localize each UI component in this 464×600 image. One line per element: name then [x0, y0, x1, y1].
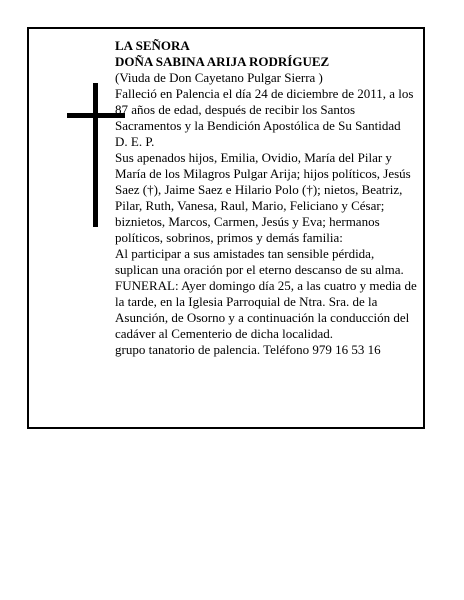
contact-line: grupo tanatorio de palencia. Teléfono 979 16 53 16	[115, 342, 381, 357]
prayer-paragraph: Al participar a sus amistades tan sensible pérdida, suplican una oración por el eterno descanso de su alma.	[115, 246, 404, 277]
funeral-paragraph: FUNERAL: Ayer domingo día 25, a las cuatro y media de la tarde, en la Iglesia Parroquial de Ntra. Sra. de la Asunción, de Osorno y a continuación la conducción del cadáver al Cementerio de dicha localidad.	[115, 278, 417, 341]
deceased-name: DOÑA SABINA ARIJA RODRÍGUEZ	[115, 54, 330, 69]
widow-of-line: (Viuda de Don Cayetano Pulgar Sierra )	[115, 70, 323, 85]
notice-header: LA SEÑORA	[115, 38, 190, 53]
cross-vertical-bar	[93, 83, 98, 227]
rip-line: D. E. P.	[115, 134, 155, 149]
obituary-text-block	[115, 38, 420, 358]
death-paragraph: Falleció en Palencia el día 24 de diciembre de 2011, a los 87 años de edad, después de recibir los Santos Sacramentos y la Bendición Apostólica de Su Santidad	[115, 86, 414, 133]
family-paragraph: Sus apenados hijos, Emilia, Ovidio, María del Pilar y María de los Milagros Pulgar Arija; hijos políticos, Jesús Saez (†), Jaime Saez e Hilario Polo (†); nietos, Beatriz, Pilar, Ruth, Vanesa, Raul, Mario, Feliciano y César; biznietos, Marcos, Carmen, Jesús y Eva; hermanos políticos, sobrinos, primos y demás familia:	[115, 150, 411, 245]
